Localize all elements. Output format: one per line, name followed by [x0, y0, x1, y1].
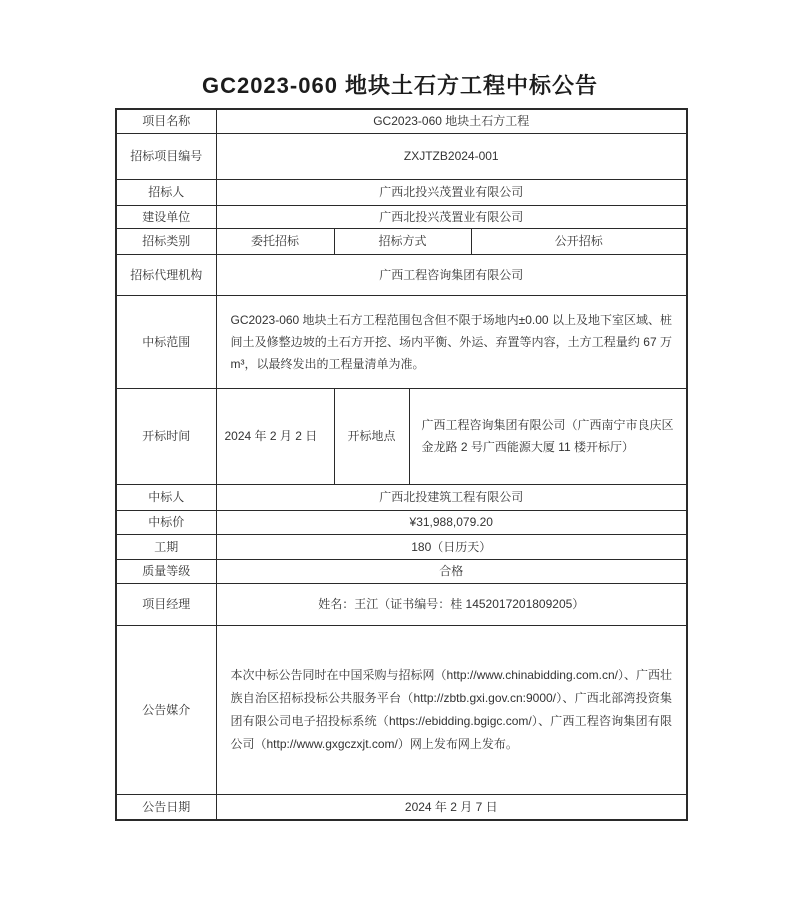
bid-opening-place-value: 广西工程咨询集团有限公司（广西南宁市良庆区金龙路 2 号广西能源大厦 11 楼开标厅） — [409, 388, 687, 484]
tenderee-label: 招标人 — [116, 179, 216, 205]
table-row-tenderee — [116, 179, 687, 205]
announce-date-label: 公告日期 — [116, 794, 216, 820]
tenderee-value: 广西北投兴茂置业有限公司 — [216, 179, 687, 205]
tender-method-value: 公开招标 — [471, 228, 687, 254]
page-title: GC2023-060 地块土石方工程中标公告 — [201, 73, 599, 98]
duration-value: 180（日历天） — [216, 534, 687, 559]
table-row-winner — [116, 484, 687, 510]
agency-label: 招标代理机构 — [116, 254, 216, 295]
table-row-agency — [116, 254, 687, 295]
tender-category-label: 招标类别 — [116, 228, 216, 254]
manager-value: 姓名：王江（证书编号：桂 1452017201809205） — [216, 583, 687, 625]
quality-value: 合格 — [216, 559, 687, 583]
announce-date-value: 2024 年 2 月 7 日 — [216, 794, 687, 820]
table-row-project-name — [116, 109, 687, 133]
winner-label: 中标人 — [116, 484, 216, 510]
table-row-manager — [116, 583, 687, 625]
manager-label: 项目经理 — [116, 583, 216, 625]
media-label: 公告媒介 — [116, 625, 216, 794]
table-row-tender-no — [116, 133, 687, 179]
scope-value: GC2023-060 地块土石方工程范围包含但不限于场地内±0.00 以上及地下室区域、桩间土及修整边坡的土石方开挖、场内平衡、外运、弃置等内容，土方工程量约 67 万 m³，以最终发出的工程量清单为准。 — [216, 295, 687, 388]
media-value: 本次中标公告同时在中国采购与招标网（http://www.chinabidding.com.cn/）、广西壮族自治区招标投标公共服务平台（http://zbtb.gxi.gov.cn:9000/）、广西北部湾投资集团有限公司电子招投标系统（https://ebidding.bgigc.com/）、广西工程咨询集团有限公司（http://www.gxgczxjt.com/）网上发布网上发布。 — [216, 625, 687, 794]
table-row-quality — [116, 559, 687, 583]
tender-method-label: 招标方式 — [334, 228, 471, 254]
bid-announcement-table — [115, 108, 688, 821]
quality-label: 质量等级 — [116, 559, 216, 583]
scope-label: 中标范围 — [116, 295, 216, 388]
bid-opening-time-value: 2024 年 2 月 2 日 — [216, 388, 334, 484]
price-value: ¥31,988,079.20 — [216, 510, 687, 534]
bid-opening-place-label: 开标地点 — [334, 388, 409, 484]
table-row-scope — [116, 295, 687, 388]
construction-unit-value: 广西北投兴茂置业有限公司 — [216, 205, 687, 228]
table-row-price — [116, 510, 687, 534]
price-label: 中标价 — [116, 510, 216, 534]
bid-opening-time-label: 开标时间 — [116, 388, 216, 484]
table-row-construction-unit — [116, 205, 687, 228]
table-row-media — [116, 625, 687, 794]
table-row-duration — [116, 534, 687, 559]
table-row-bid-opening — [116, 388, 687, 484]
table-row-tender-category — [116, 228, 687, 254]
tender-category-value: 委托招标 — [216, 228, 334, 254]
project-name-label: 项目名称 — [116, 109, 216, 133]
agency-value: 广西工程咨询集团有限公司 — [216, 254, 687, 295]
tender-no-label: 招标项目编号 — [116, 133, 216, 179]
tender-no-value: ZXJTZB2024-001 — [216, 133, 687, 179]
construction-unit-label: 建设单位 — [116, 205, 216, 228]
duration-label: 工期 — [116, 534, 216, 559]
table-row-announce-date — [116, 794, 687, 820]
winner-value: 广西北投建筑工程有限公司 — [216, 484, 687, 510]
project-name-value: GC2023-060 地块土石方工程 — [216, 109, 687, 133]
